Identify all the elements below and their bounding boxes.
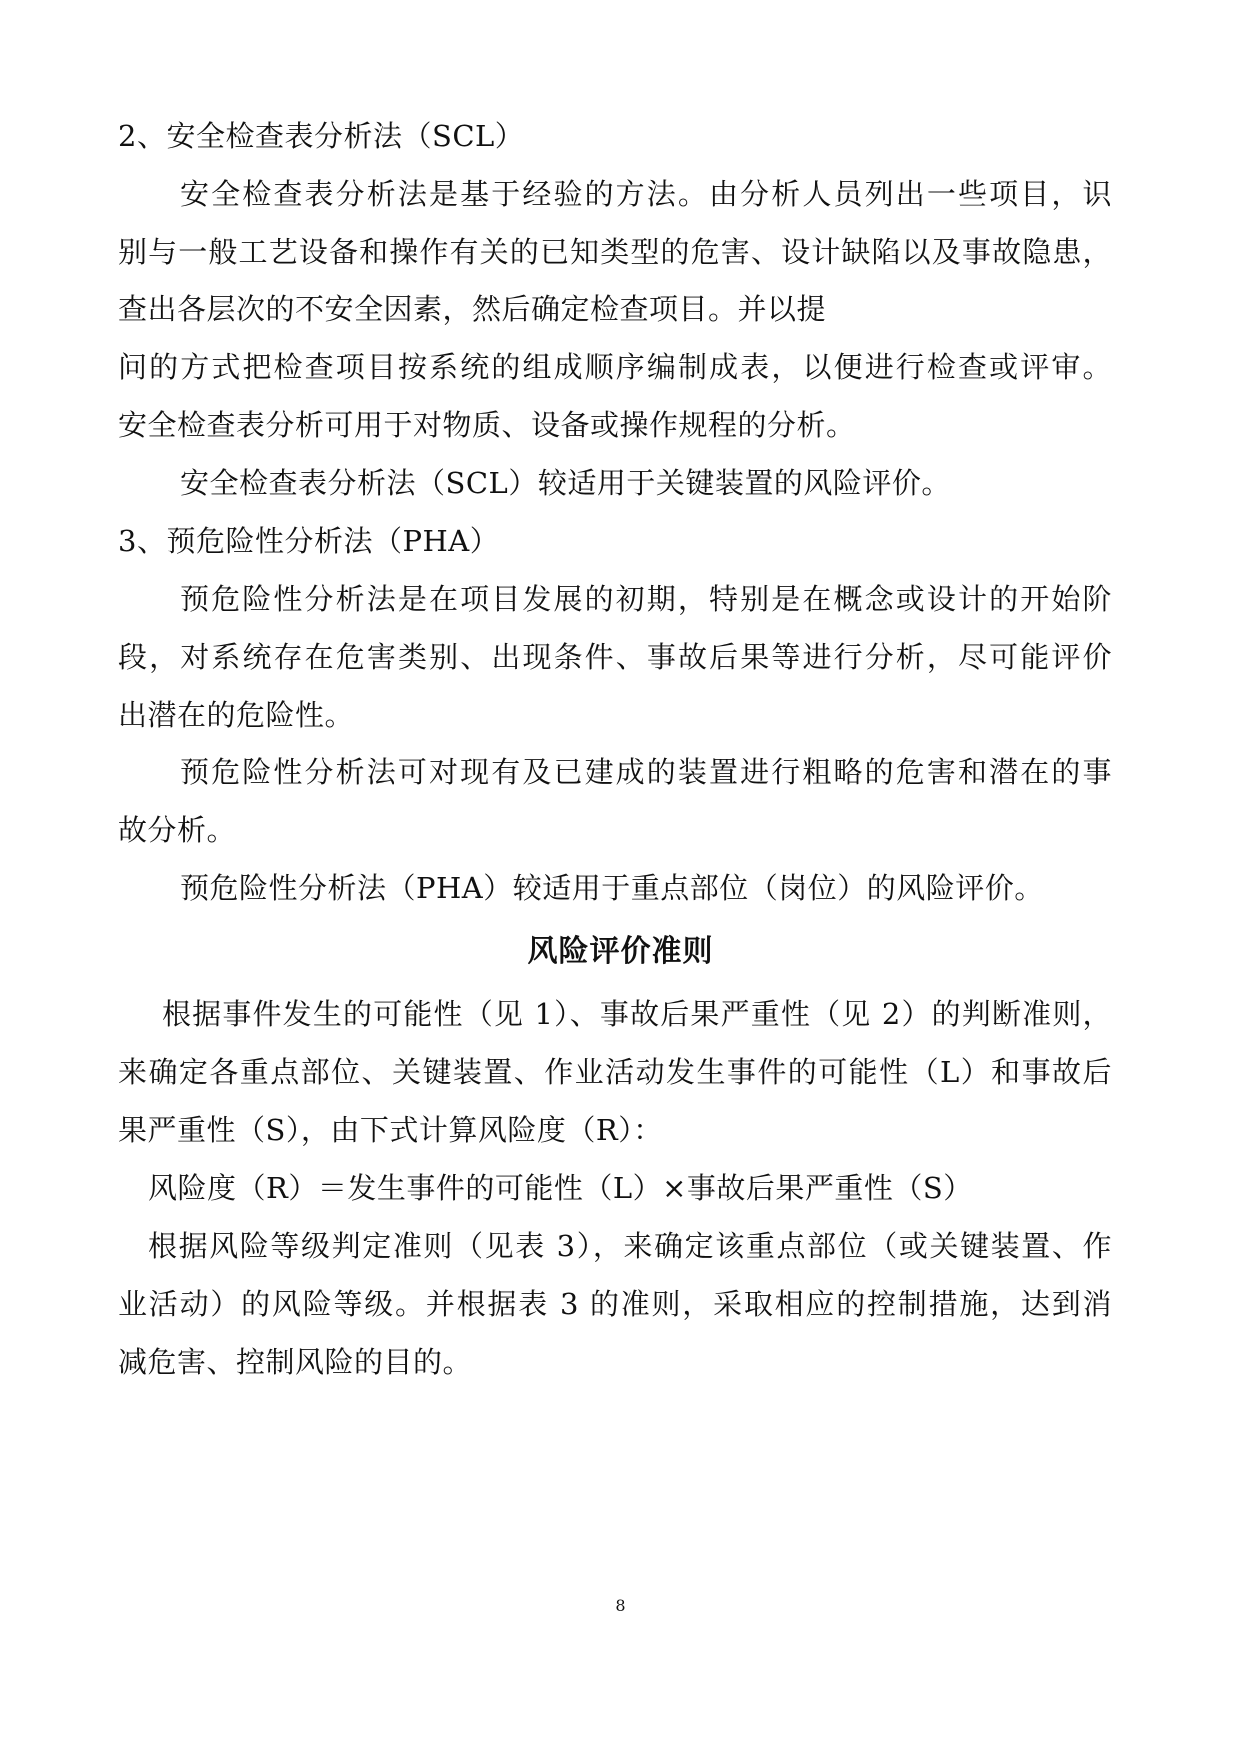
paragraph-line: 安全检查表分析可用于对物质、设备或操作规程的分析。 — [118, 408, 856, 442]
paragraph-line: 预危险性分析法可对现有及已建成的装置进行粗略的危害和潜在的事 — [180, 755, 1112, 789]
paragraph-line: 根据风险等级判定准则（见表 3），来确定该重点部位（或关键装置、作 — [148, 1229, 1112, 1263]
paragraph-line: 段，对系统存在危害类别、出现条件、事故后果等进行分析，尽可能评价 — [118, 640, 1112, 674]
paragraph-line: 安全检查表分析法（SCL）较适用于关键装置的风险评价。 — [180, 466, 951, 500]
formula-line: 风险度（R）＝发生事件的可能性（L）×事故后果严重性（S） — [148, 1171, 973, 1205]
criteria-title: 风险评价准则 — [527, 934, 714, 969]
paragraph-line: 预危险性分析法（PHA）较适用于重点部位（岗位）的风险评价。 — [180, 871, 1044, 905]
paragraph-line: 安全检查表分析法是基于经验的方法。由分析人员列出一些项目，识 — [180, 177, 1112, 211]
paragraph-line: 来确定各重点部位、关键装置、作业活动发生事件的可能性（L）和事故后 — [118, 1055, 1112, 1089]
page-number: 8 — [615, 1596, 626, 1615]
paragraph-line: 预危险性分析法是在项目发展的初期，特别是在概念或设计的开始阶 — [180, 582, 1112, 616]
paragraph-line: 别与一般工艺设备和操作有关的已知类型的危害、设计缺陷以及事故隐患， — [118, 235, 1112, 269]
paragraph-line: 查出各层次的不安全因素，然后确定检查项目。并以提 — [118, 292, 827, 326]
paragraph-line: 业活动）的风险等级。并根据表 3 的准则，采取相应的控制措施，达到消 — [118, 1287, 1112, 1321]
paragraph-line: 问的方式把检查项目按系统的组成顺序编制成表，以便进行检查或评审。 — [118, 350, 1112, 384]
paragraph-line: 果严重性（S），由下式计算风险度（R）： — [118, 1113, 663, 1147]
paragraph-line: 根据事件发生的可能性（见 1）、事故后果严重性（见 2）的判断准则， — [162, 997, 1112, 1031]
paragraph-line: 故分析。 — [118, 813, 237, 847]
section-3-heading: 3、预危险性分析法（PHA） — [118, 524, 500, 558]
paragraph-line: 出潜在的危险性。 — [118, 698, 355, 732]
paragraph-line: 减危害、控制风险的目的。 — [118, 1345, 473, 1379]
section-2-heading: 2、安全检查表分析法（SCL） — [118, 119, 525, 153]
